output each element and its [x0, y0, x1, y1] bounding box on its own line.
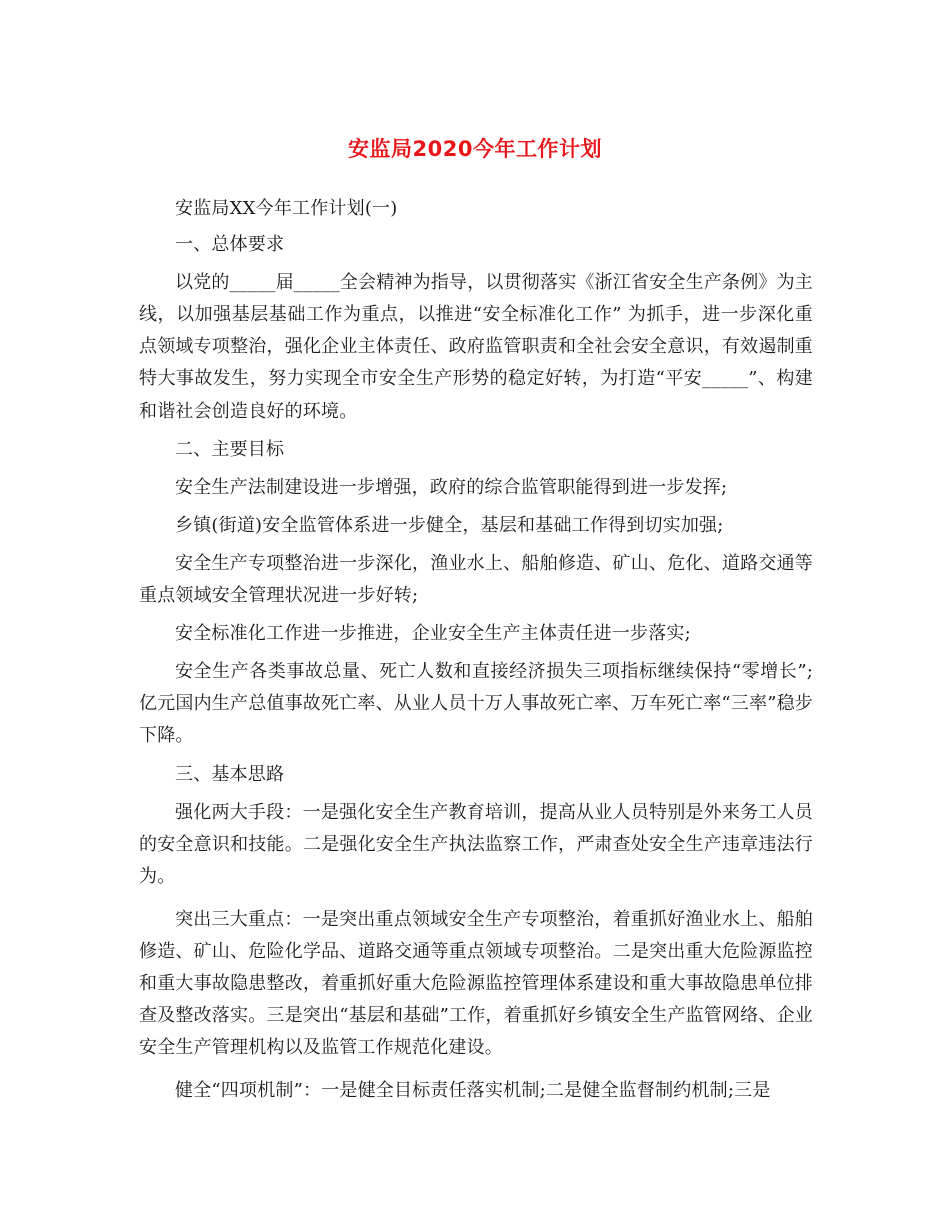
section-heading-main-goals: 二、主要目标 — [175, 438, 285, 460]
goal-item: 乡镇(街道)安全监管体系进一步健全，基层和基础工作得到切实加强; — [175, 514, 724, 536]
goal-item: 安全标准化工作进一步推进，企业安全生产主体责任进一步落实; — [175, 623, 691, 645]
document-title: 安监局2020今年工作计划 — [348, 137, 602, 162]
paragraph-four-mechanisms: 健全“四项机制”：一是健全目标责任落实机制;二是健全监督制约机制;三是 — [175, 1080, 771, 1102]
goal-item: 安全生产专项整治进一步深化，渔业水上、船舶修造、矿山、危化、道路交通等重点领域安全管理状况进一步好转; — [139, 552, 813, 607]
plan-subtitle: 安监局XX今年工作计划(一) — [175, 198, 398, 219]
goal-item: 安全生产法制建设进一步增强，政府的综合监管职能得到进一步发挥; — [175, 476, 728, 498]
section-heading-basic-approach: 三、基本思路 — [175, 763, 285, 785]
paragraph-general-requirements: 以党的_____届_____全会精神为指导，以贯彻落实《浙江省安全生产条例》为主线，以加强基层基础工作为重点，以推进“安全标准化工作” 为抓手，进一步深化重点领域专项整治，强化企业主体责任、政府监管职责和全社会安全意识，有效遏制重特大事故发生，努力实现全市安全生产形势的稳定好转，为打造“平安_____”、构建和谐社会创造良好的环境。 — [139, 272, 813, 422]
goal-item: 安全生产各类事故总量、死亡人数和直接经济损失三项指标继续保持“零增长”;亿元国内生产总值事故死亡率、从业人员十万人事故死亡率、万车死亡率“三率”稳步下降。 — [139, 661, 814, 747]
section-heading-general-requirements: 一、总体要求 — [175, 234, 285, 256]
document-body — [139, 193, 813, 1113]
paragraph-two-means: 强化两大手段：一是强化安全生产教育培训，提高从业人员特别是外来务工人员的安全意识和技能。二是强化安全生产执法监察工作，严肃查处安全生产违章违法行为。 — [139, 801, 813, 887]
paragraph-three-priorities: 突出三大重点：一是突出重点领域安全生产专项整治，着重抓好渔业水上、船舶修造、矿山、危险化学品、道路交通等重点领域专项整治。二是突出重大危险源监控和重大事故隐患整改，着重抓好重大危险源监控管理体系建设和重大事故隐患单位排查及整改落实。三是突出“基层和基础”工作，着重抓好乡镇安全生产监管网络、企业安全生产管理机构以及监管工作规范化建设。 — [139, 908, 814, 1059]
